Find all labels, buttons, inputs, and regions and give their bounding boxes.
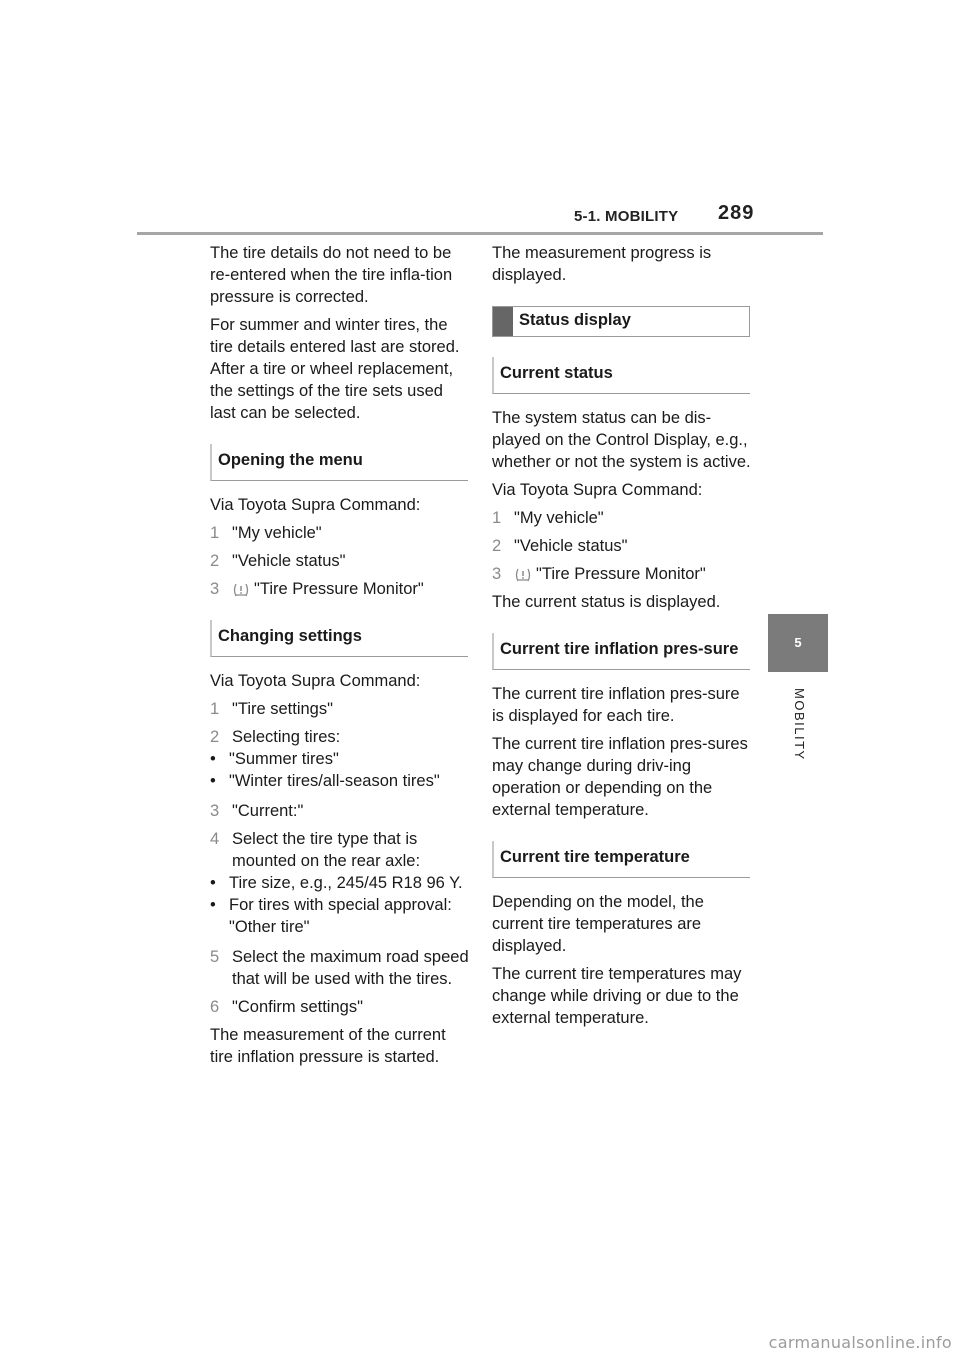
list-item-text: "Winter tires/all-season tires" [229,772,440,790]
paragraph: The current tire inflation pres-sures may change during driv-ing operation or depending on the external temperature. [492,735,748,819]
heading-current-inflation: Current tire inflation pres-sure [492,633,750,670]
paragraph: Via Toyota Supra Command: [210,672,421,690]
step-number: 5 [210,948,220,966]
step-text: "Vehicle status" [514,537,628,555]
chapter-label [789,688,809,808]
chapter-tab: 5 [768,614,828,672]
paragraph: The current tire inflation pres-sure is displayed for each tire. [492,685,740,725]
section-title: 5-1. MOBILITY [574,208,679,225]
chapter-label-text: MOBILITY [792,688,807,761]
step [210,578,472,600]
step-number: 1 [492,509,502,527]
step [492,507,754,529]
step [210,550,472,572]
section-heading-text: Status display [519,311,631,329]
step [492,535,754,557]
step-text: "Confirm settings" [232,998,363,1016]
paragraph: Depending on the model, the current tire temperatures are displayed. [492,893,704,955]
list-item: • Tire size, e.g., 245/45 R18 96 Y. [210,874,463,892]
tire-pressure-icon [232,583,250,597]
step-text: "My vehicle" [514,509,604,527]
step [210,698,472,720]
right-column [492,242,754,1035]
step [210,800,472,822]
step-text: "Tire Pressure Monitor" [536,565,706,583]
step [210,946,472,990]
heading-changing-settings: Changing settings [210,620,468,657]
step-text: Select the tire type that is mounted on the rear axle: [232,830,421,870]
bullet-list [210,748,472,792]
section-marker [493,307,513,336]
step-number: 3 [210,802,220,820]
list-item: • For tires with special approval: "Other tire" [210,894,472,938]
step-number: 1 [210,700,220,718]
step-text: "Current:" [232,802,304,820]
step [492,563,754,585]
step [210,996,472,1018]
page-number: 289 [718,202,755,224]
list-item: • "Summer tires" [210,750,339,768]
step-number: 3 [492,565,502,583]
section-heading-status-display [492,306,750,337]
paragraph: The measurement progress is displayed. [492,244,712,284]
step-number: 2 [210,728,220,746]
step-text: Selecting tires: [232,728,341,746]
paragraph: The measurement of the current tire inflation pressure is started. [210,1026,446,1066]
paragraph: The current tire temperatures may change while driving or due to the external temperature. [492,965,742,1027]
heading-current-temperature: Current tire temperature [492,841,750,878]
step-number: 3 [210,580,220,598]
header-divider [137,232,823,235]
bullet-list [210,872,472,938]
paragraph: Via Toyota Supra Command: [210,496,421,514]
list-item-text: Tire size, e.g., 245/45 R18 96 Y. [229,874,463,892]
step [210,522,472,544]
list-item: • "Winter tires/all-season tires" [210,772,440,790]
heading-current-status: Current status [492,357,750,394]
left-column [210,242,472,1074]
step [210,726,472,748]
tire-pressure-icon [514,568,532,582]
paragraph: For summer and winter tires, the tire details entered last are stored. After a tire or wheel replacement, the settings of the tire sets used last can be selected. [210,316,460,422]
step-text: "Vehicle status" [232,552,346,570]
step-text: "My vehicle" [232,524,322,542]
step-text: "Tire Pressure Monitor" [254,580,424,598]
list-item-text: "Summer tires" [229,750,339,768]
list-item-text: For tires with special approval: "Other tire" [229,896,452,936]
paragraph: The system status can be dis-played on the Control Display, e.g., whether or not the system is active. [492,409,751,471]
step-number: 2 [492,537,502,555]
step-number: 2 [210,552,220,570]
paragraph: The current status is displayed. [492,593,721,611]
paragraph: The tire details do not need to be re-entered when the tire infla-tion pressure is corrected. [210,244,453,306]
step-text: "Tire settings" [232,700,333,718]
step-text: Select the maximum road speed that will be used with the tires. [232,948,469,988]
step-number: 4 [210,830,220,848]
heading-opening-menu: Opening the menu [210,444,468,481]
step-number: 6 [210,998,220,1016]
paragraph: Via Toyota Supra Command: [492,481,703,499]
watermark: carmanualsonline.info [768,1333,952,1352]
step [210,828,472,872]
step-number: 1 [210,524,220,542]
